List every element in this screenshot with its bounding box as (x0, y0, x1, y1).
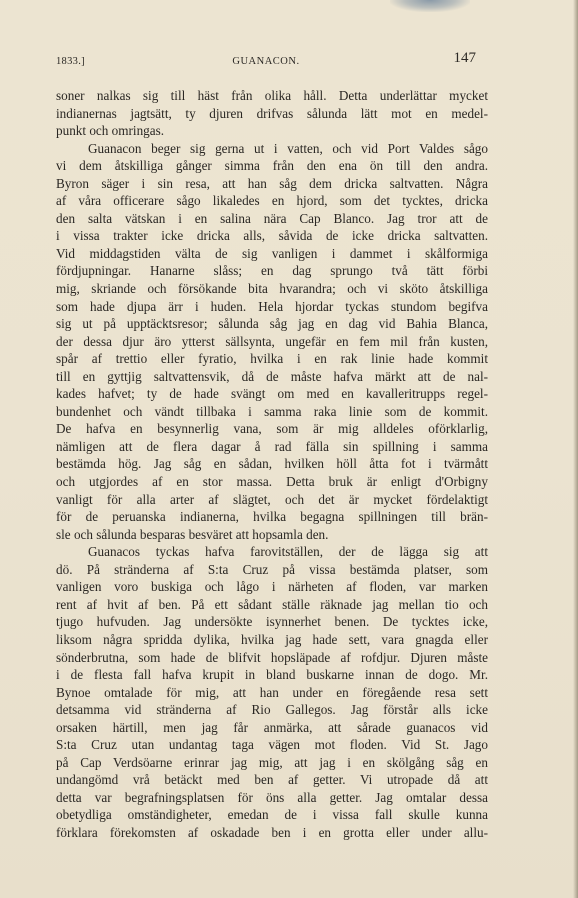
text-line: Guanacos tyckas hafva farovitställen, der de lägga sig att (88, 544, 488, 560)
text-line: fördjupningar. Hanarne slåss; en dag sprungo två tätt förbi (56, 263, 488, 279)
text-line: sig ut på upptäcktsresor; sålunda såg jag en dag vid Bahia Blanca, (56, 316, 488, 332)
text-line: i vissa trakter icke dricka alls, såvida de icke dricka saltvatten. (56, 228, 488, 244)
text-line: punkt och omringas. (56, 123, 165, 139)
text-line: soner nalkas sig till häst från olika håll. Detta underlättar mycket (56, 88, 488, 103)
page-edge (573, 0, 578, 898)
text-line: mig, skriande och försökande bita hvarandra; och vi sköto åtskilliga (56, 281, 488, 297)
running-header (56, 50, 476, 74)
text-line: Guanacon beger sig gerna ut i vatten, och vid Port Valdes sågo (88, 140, 488, 156)
text-line: till en gyttjig saltvattensvik, då de måste hafva märkt att de nal- (56, 368, 488, 384)
page-number: 147 (453, 50, 476, 66)
text-line: kades hafvet; ty de hade svängt om med en kavalleritrupps regel- (56, 386, 488, 402)
text-line: förklara förekomsten af oskadade ben i en grotta eller under allu- (56, 824, 488, 840)
text-line: obetydliga omständigheter, emedan de i vissa fall skulle kunna (56, 807, 488, 823)
text-line: bundenhet och vändt tillbaka i samma raka linie som de kommit. (56, 403, 488, 419)
text-line: Bynoe omtalade för mig, att han under en föregående resa sett (56, 684, 488, 700)
text-line: tjugo hufvuden. Jag undersökte isynnerhet benen. De tycktes icke, (56, 614, 488, 630)
text-line: vanligt för alla arter af slägtet, och det är mycket fördelaktigt (56, 491, 488, 507)
text-line: Vid middagstiden välta de sig vanligen i dammet i skålformiga (56, 245, 488, 261)
text-line: undangömd vrå betäckt med ben af getter. Vi utropade då att (56, 772, 488, 788)
text-line: sönderbrutna, som hade de blifvit hopsläpade af rofdjur. Djuren måste (56, 649, 488, 665)
text-line: sle och sålunda besparas besväret att hopsamla den. (56, 526, 329, 542)
body-text (56, 87, 488, 842)
text-line: af våra officerare sågo likaledes en hjord, som det tycktes, dricka (56, 193, 488, 209)
text-line: och utgjordes af en stor massa. Detta bruk är enligt d'Orbigny (56, 474, 488, 490)
text-line: Byron säger i sin resa, att han såg dem dricka saltvatten. Några (56, 175, 488, 191)
header-title: GUANACON. (232, 56, 300, 67)
text-line: der dessa djur äro ytterst sällsynta, ungefär en fem mil från kusten, (56, 333, 488, 349)
header-year: 1833.] (56, 56, 85, 67)
text-line: spår af trettio eller fyratio, hvilka i en rak linie hade kommit (56, 351, 488, 367)
text-line: vi dem åtskilliga gånger simma från den ena ön till den andra. (56, 158, 488, 174)
text-line: i de flesta fall hafva krupit in bland buskarne innan de dogo. Mr. (56, 667, 488, 683)
text-line: S:ta Cruz utan undantag taga vägen mot floden. Vid St. Jago (56, 737, 488, 753)
text-line: den salta vätskan i en salina nära Cap Blanco. Jag tror att de (56, 210, 488, 226)
text-line: vanligen voro buskiga och lågo i närheten af floden, var marken (56, 579, 488, 595)
text-line: De hafva en besynnerlig vana, som är mig alldeles oförklarlig, (56, 421, 488, 437)
text-line: för de peruanska indianerna, hvilka begagna spillningen till brän- (56, 509, 488, 525)
text-line: nämligen att de flera dagar å rad fälla sin spillning i samma (56, 438, 488, 454)
scan-shadow (390, 0, 470, 12)
text-line: dö. På stränderna af S:ta Cruz på vissa bestämda platser, som (56, 561, 488, 577)
text-line: rent af hvit af ben. På ett sådant ställe räknade jag mellan tio och (56, 596, 488, 612)
text-line: indianernas jagtsätt, ty djuren drifvas sålunda lätt mot en medel- (56, 105, 488, 121)
text-line: på Cap Verdsöarne erinrar jag mig, att jag i en skölgång såg en (56, 754, 488, 770)
text-line: som hade djupa ärr i huden. Hela hjordar tyckas stundom begifva (56, 298, 488, 314)
text-line: bestämda hög. Jag såg en sådan, hvilken höll åtta fot i tvärmått (56, 456, 488, 472)
text-line: liksom några spridda dylika, hvilka jag hade sett, vara gnagda eller (56, 631, 488, 647)
text-line: detsamma vid stränderna af Rio Gallegos. Jag förstår alls icke (56, 702, 488, 718)
text-line: detta var begrafningsplatsen för öns alla getter. Jag omtalar dessa (56, 789, 488, 805)
text-line: orsaken härtill, men jag får anmärka, att sårade guanacos vid (56, 719, 488, 735)
